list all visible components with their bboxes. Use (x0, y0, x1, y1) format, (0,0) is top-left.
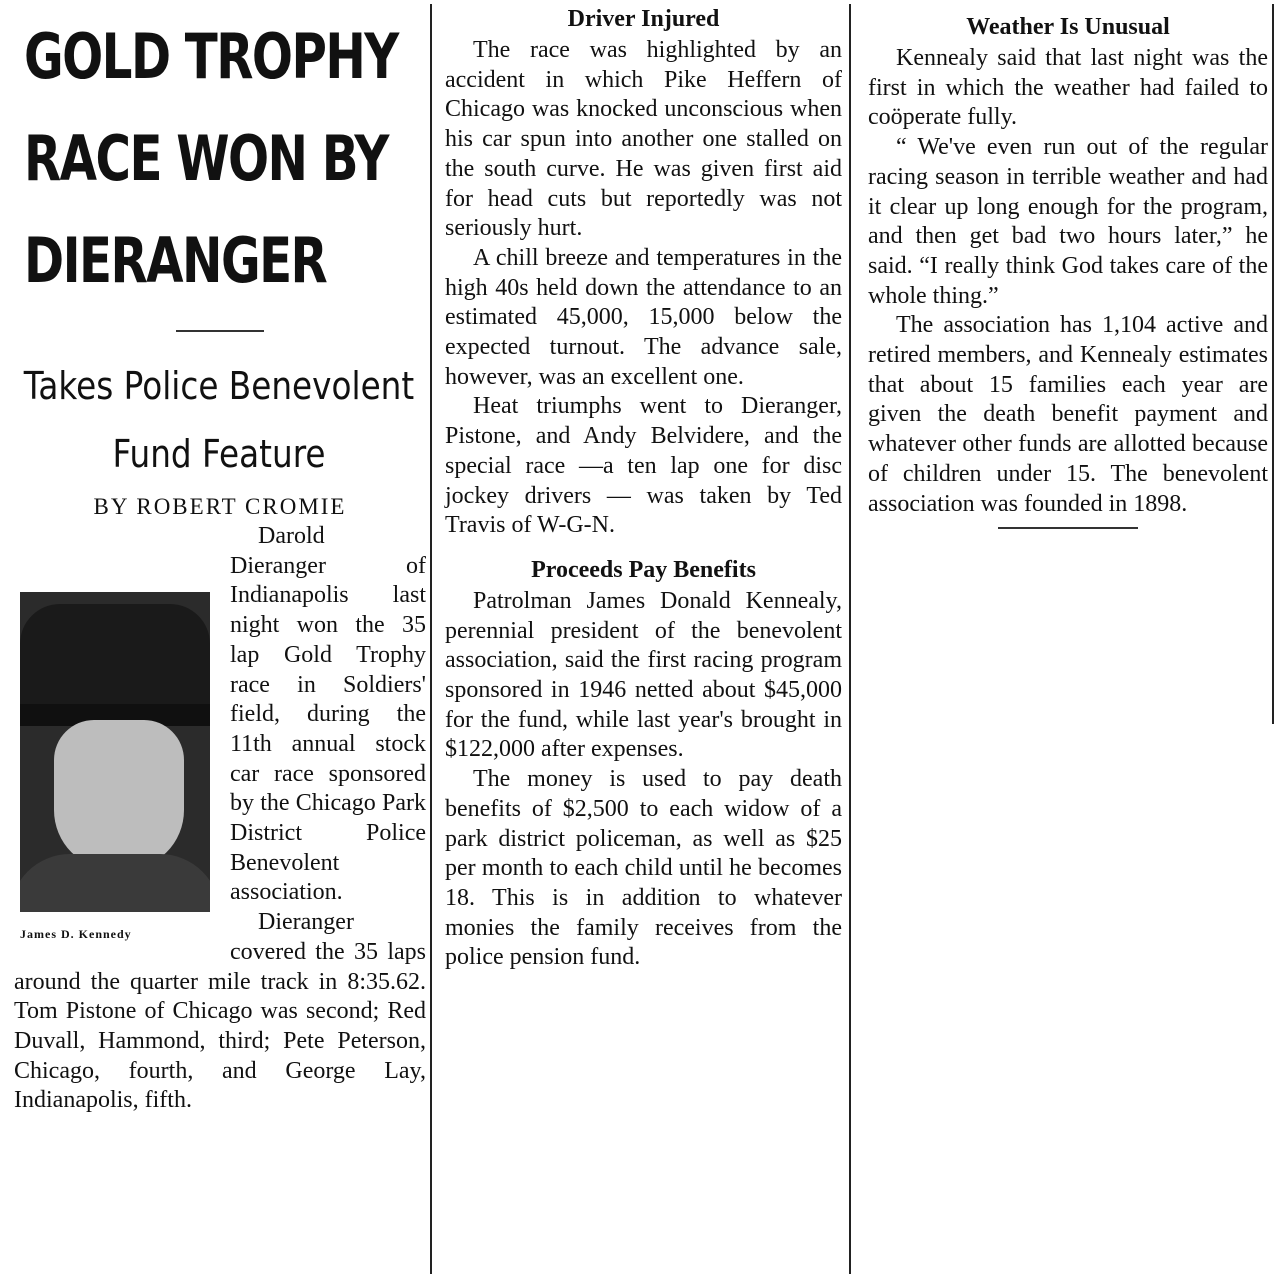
column-2 (445, 0, 842, 973)
paragraph: The association has 1,104 active and retired members, and Kennealy estimates that about 15 families each year are given the death benefit payment and whatever other funds are allotted because of children under 15. The benevolent association was founded in 1898. (868, 312, 1268, 517)
section-heading: Proceeds Pay Benefits (531, 556, 756, 583)
paragraph: Patrolman James Donald Kennealy, perennial president of the benevolent association, said the first racing program sponsored in 1946 netted about $45,000 for the fund, while last year's brought in $122,000 after expenses. (445, 587, 842, 763)
paragraph: Kennealy said that last night was the first in which the weather had failed to coöperate fully. (868, 45, 1268, 131)
section-body (445, 36, 842, 541)
column-3 (868, 0, 1268, 529)
portrait-photo (20, 592, 210, 912)
paragraph: Dieranger covered the 35 laps around the quarter mile track in 8:35.62. Tom Pistone of Chicago was second; Red Duvall, Hammond, third; Pete Peterson, Chicago, fourth, and George Lay, Indianapolis, fifth. (14, 909, 426, 1114)
paragraph: A chill breeze and temperatures in the high 40s held down the attendance to an estimated 45,000, 15,000 below the expected turnout. The advance sale, however, was an excellent one. (445, 244, 842, 390)
section-heading: Weather Is Unusual (966, 14, 1170, 40)
headline-line: RACE WON BY (24, 122, 388, 195)
headline-line: DIERANGER (24, 224, 327, 297)
column-divider (849, 4, 851, 1274)
paragraph: “ We've even run out of the regular racing season in terrible weather and had it clear up long enough for the program, and then get bad two hours later,” he said. “I really think God takes care of the whole thing.” (868, 134, 1268, 309)
paragraph: The race was highlighted by an accident in which Pike Heffern of Chicago was knocked unconscious when his car spun into another one stalled on the south curve. He was given first aid for head cuts but reportedly was not seriously hurt. (445, 37, 842, 242)
headline (24, 6, 430, 312)
byline: BY ROBERT CROMIE (93, 494, 347, 519)
subheadline-line: Fund Feature (112, 432, 326, 476)
column-1 (14, 0, 426, 1116)
end-rule (998, 527, 1138, 529)
paragraph: The money is used to pay death benefits of $2,500 to each widow of a park district policeman, as well as $25 per month to each child until he becomes 18. This is in addition to whatever monies the family receives from the police pension fund. (445, 766, 842, 971)
article-body (14, 522, 426, 1116)
section-heading: Driver Injured (567, 6, 720, 32)
paragraph: Heat triumphs went to Dieranger, Pistone, and Andy Belvidere, and the special race —a ten lap one for disc jockey drivers — was taken by Ted Travis of W-G-N. (445, 393, 842, 539)
subheadline-line: Takes Police Benevolent (23, 364, 415, 408)
subheadline (17, 352, 421, 488)
photo-caption: James D. Kennedy (20, 927, 132, 941)
section-body (868, 44, 1268, 519)
paragraph: Darold Dieranger of Indianapolis last night won the 35 lap Gold Trophy race in Soldiers' field, during the 11th annual stock car race sponsored by the Chicago Park District Police Benevolent association. (230, 523, 426, 906)
column-divider (430, 4, 432, 1274)
headline-line: GOLD TROPHY (24, 20, 398, 93)
column-divider (1272, 4, 1274, 724)
divider-rule (176, 330, 264, 332)
section-body (445, 587, 842, 973)
photo-figure (14, 592, 214, 950)
